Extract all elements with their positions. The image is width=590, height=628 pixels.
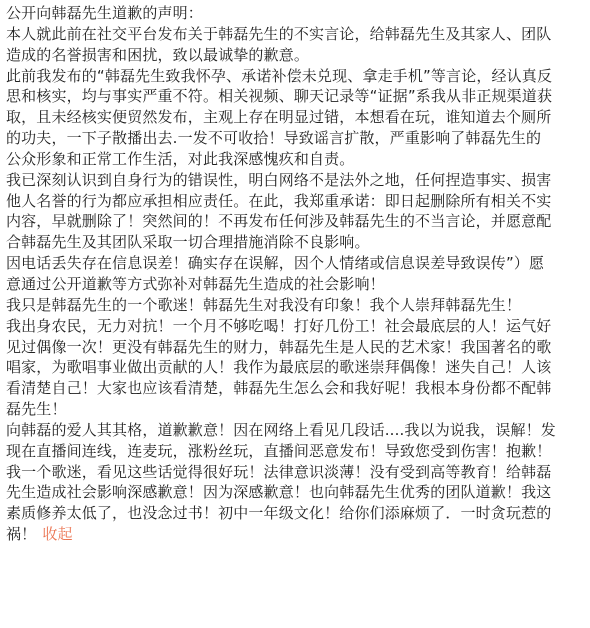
statement-line: 意通过公开道歉等方式弥补对韩磊先生造成的社会影响！ xyxy=(6,274,385,293)
collapse-link[interactable]: 收起 xyxy=(42,525,73,544)
statement-line: 此前我发布的“韩磊先生致我怀孕、承诺补偿未兑现、拿走手机”等言论，经认真反 xyxy=(6,66,553,85)
statement-line: 内容，早就删除了！突然间的！不再发布任何涉及韩磊先生的不当言论，并愿意配 xyxy=(6,212,552,231)
statement-line: 向韩磊的爱人其其格，道歉歉意！因在网络上看见几段话....我以为说我，误解！发 xyxy=(6,420,556,439)
statement-line: 本人就此前在社交平台发布关于韩磊先生的不实言论，给韩磊先生及其家人、团队 xyxy=(6,24,552,43)
statement-line: 因电话丢失存在信息误差！确实存在误解，因个人情绪或信息误差导致误传”）愿 xyxy=(6,254,545,273)
statement-line: 我一个歌迷，看见这些话觉得很好玩！法律意识淡薄！没有受到高等教育！给韩磊 xyxy=(6,462,552,481)
statement-line: 公众形象和正常工作生活，对此我深感愧疚和自责。 xyxy=(6,149,355,168)
statement-line: 取，且未经核实便贸然发布，主观上存在明显过错，本想看在玩，谁知道去个厕所 xyxy=(6,108,552,127)
statement-line: 我已深刻认识到自身行为的错误性，明白网络不是法外之地，任何捏造事实、损害 xyxy=(6,170,552,189)
statement-line: 他人名誉的行为都应承担相应责任。在此，我郑重承诺：即日起删除所有相关不实 xyxy=(6,191,552,210)
statement-line: 见过偶像一次！更没有韩磊先生的财力，韩磊先生是人民的艺术家！我国著名的歌 xyxy=(6,337,552,356)
statement-line: 我只是韩磊先生的一个歌迷！韩磊先生对我没有印象！我个人崇拜韩磊先生！ xyxy=(6,295,522,314)
statement-line: 看清楚自己！大家也应该看清楚，韩磊先生怎么会和我好呢！我根本身份都不配韩 xyxy=(6,379,552,398)
statement-line: 现在直播间连线，连麦玩，涨粉丝玩，直播间恶意发布！导致您受到伤害！抱歉！ xyxy=(6,441,552,460)
statement-last-line-text: 祸！ xyxy=(6,525,37,544)
statement-line: 唱家，为歌唱事业做出贡献的人！我作为最底层的歌迷崇拜偶像！迷失自己！人该 xyxy=(6,358,552,377)
statement-line: 公开向韩磊先生道歉的声明： xyxy=(6,4,203,22)
statement-line: 我出身农民，无力对抗！一个月不够吃喝！打好几份工！社会最底层的人！运气好 xyxy=(6,316,552,335)
statement-line: 合韩磊先生及其团队采取一切合理措施消除不良影响。 xyxy=(6,233,370,252)
statement-line: 先生造成社会影响深感歉意！因为深感歉意！也向韩磊先生优秀的团队道歉！我这 xyxy=(6,483,552,502)
statement-line: 思和核实，均与事实严重不符。相关视频、聊天记录等“证据”系我从非正规渠道获 xyxy=(6,87,553,106)
statement-line: 磊先生！ xyxy=(6,400,67,419)
statement-last-line xyxy=(6,524,584,545)
statement-line: 素质修养太低了，也没念过书！初中一年级文化！给你们添麻烦了．一时贪玩惹的 xyxy=(6,504,552,523)
statement-line: 的功夫，一下子散播出去.一发不可收拾！导致谣言扩散，严重影响了韩磊先生的 xyxy=(6,129,542,148)
statement-line: 造成的名誉损害和困扰，致以最诚挚的歉意。 xyxy=(6,45,310,64)
